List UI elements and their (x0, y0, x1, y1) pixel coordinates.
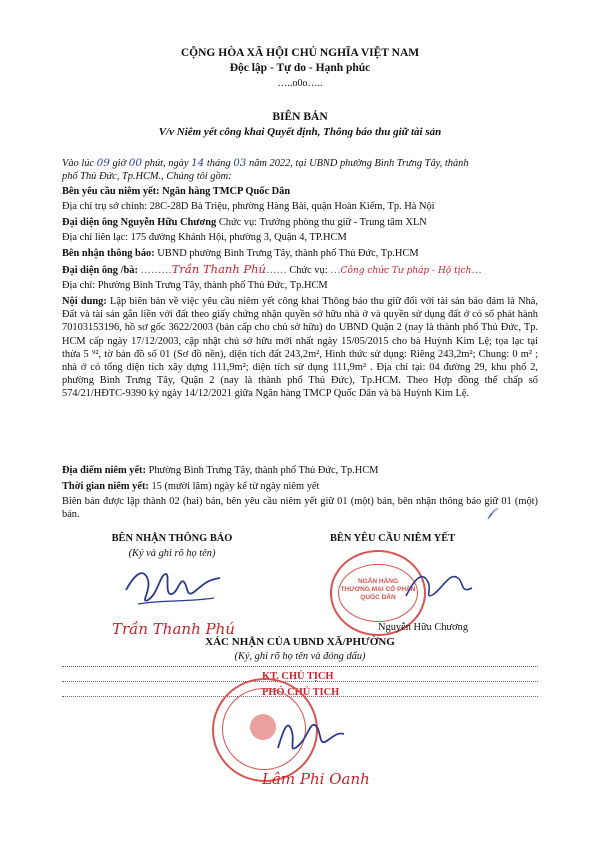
ornament: …..o0o….. (277, 78, 323, 89)
requester-address: Địa chỉ trụ sở chính: 28C-28D Bà Triệu, phường Hàng Bài, quận Hoàn Kiếm, Tp. Hà Nội (62, 201, 435, 212)
doc-subject: V/v Niêm yết công khai Quyết định, Thông báo thu giữ tài sản (158, 126, 442, 138)
official-stamp-line-2: PHÓ CHỦ TỊCH (262, 687, 340, 698)
requester-label: Bên yêu cầu niêm yết: Ngân hàng TMCP Quốc Dân (62, 186, 291, 197)
receiver-line: Bên nhận thông báo: UBND phường Bình Trưng Tây, thành phố Thủ Đức, Tp.HCM (62, 248, 419, 259)
requester-contact: Địa chỉ liên lạc: 175 đường Khánh Hội, phường 3, Quận 4, TP.HCM (62, 232, 347, 243)
left-signer-name: Trần Thanh Phú (112, 620, 235, 638)
intro-line-2: phố Thủ Đức, Tp.HCM., Chúng tôi gồm: (62, 171, 232, 182)
copies-statement: Biên bản được lập thành 02 (hai) bản, bên yêu cầu niêm yết giữ 01 (một) bản, bên nhận thông báo giữ 01 (một) bản. (62, 496, 538, 521)
official-stamp-line-1: KT. CHỦ TỊCH (262, 671, 334, 682)
minute-value: 00 (128, 157, 142, 169)
country-heading: CỘNG HÒA XÃ HỘI CHỦ NGHĨA VIỆT NAM (180, 47, 420, 59)
left-signature-title: BÊN NHẬN THÔNG BÁO (111, 533, 233, 544)
official-signature-scribble (268, 708, 348, 764)
motto: Độc lập - Tự do - Hạnh phúc (229, 62, 371, 74)
dotted-line-1 (62, 666, 538, 667)
right-signature-scribble (400, 560, 480, 610)
intro-line: Vào lúc 09 giờ 00 phút, ngày 14 tháng 03 năm 2022, tại UBND phường Bình Trưng Tây, thành (62, 157, 469, 169)
requester-representative: Đại diện ông Nguyễn Hữu Chương Chức vụ: Trưởng phòng thu giữ - Trung tâm XLN (62, 217, 427, 228)
confirmation-note: (Ký, ghi rõ họ tên và đóng dấu) (234, 651, 366, 662)
official-signer-name: Lâm Phi Oanh (262, 770, 370, 788)
month-value: 03 (233, 157, 247, 169)
posting-duration: Thời gian niêm yết: 15 (mười lăm) ngày kể từ ngày niêm yết (62, 481, 320, 492)
right-signature-title: BÊN YÊU CẦU NIÊM YẾT (330, 533, 456, 544)
left-signature-note: (Ký và ghi rõ họ tên) (128, 548, 216, 559)
receiver-rep-name: Trần Thanh Phú (171, 262, 266, 276)
posting-location: Địa điểm niêm yết: Phường Bình Trưng Tây, thành phố Thủ Đức, Tp.HCM (62, 465, 379, 476)
right-signer-name: Nguyễn Hữu Chương (378, 622, 469, 633)
left-signature-scribble (118, 560, 228, 612)
receiver-address: Địa chỉ: Phường Bình Trưng Tây, thành phố Thủ Đức, Tp.HCM (62, 280, 328, 291)
confirmation-title: XÁC NHẬN CỦA UBND XÃ/PHƯỜNG (205, 636, 395, 648)
content-paragraph: Nội dung: Lập biên bản về việc yêu cầu niêm yết công khai Thông báo thu giữ đối với tài sản bảo đảm là Nhà, Đất và tài sản gắn liền với đất theo giấy chứng nhận quyền sở hữu nhà ở và quyền sử dụng đất ở có số phát hành 70103153196, hồ sơ gốc 3622/2003 (bản cấp cho chủ sở hữu) do UBND Quận 2 (nay là thành phố Thủ Đức, Tp. HCM cấp ngày 17/12/2003, cập nhật chủ sở hữu mới nhất ngày 15/05/2015 cho bà Huỳnh Kim Lệ; tọa lạc tại thửa 5 ⁹², tờ bản đồ số 01 (Sơ đồ nền), diện tích đất 243,2m², Hình thức sử dụng: Riêng 243,2m²; Chung: 0 m² ; nhà ở có tổng diện tích xây dựng 111,9m²; diện tích sử dụng 111,9m² . Địa chỉ tại: 04 đường 29, khu phố 2, phường Bình Trưng Tây, Quận 2 (nay là thành phố Thủ Đức), Tp.HCM. Theo Hợp đồng thế chấp số 574/21/HĐTC-9390 ký ngày 14/12/2021 giữa Ngân hàng TMCP Quốc Dân và bà Huỳnh Kim Lệ. (62, 296, 538, 400)
day-value: 14 (191, 157, 205, 169)
bank-stamp-text: NGÂN HÀNG THƯƠNG MẠI CỔ PHẦN QUỐC DÂN (340, 578, 416, 601)
hour-value: 09 (96, 157, 110, 169)
doc-title: BIÊN BẢN (272, 111, 328, 123)
corner-initial-mark: 𝒻 (488, 505, 494, 519)
receiver-rep-line: Đại diện ông /bà: ………Trần Thanh Phú…… Chức vụ: …Công chức Tư pháp - Hộ tịch… (62, 262, 482, 276)
receiver-role-value: Công chức Tư pháp - Hộ tịch (340, 266, 472, 276)
